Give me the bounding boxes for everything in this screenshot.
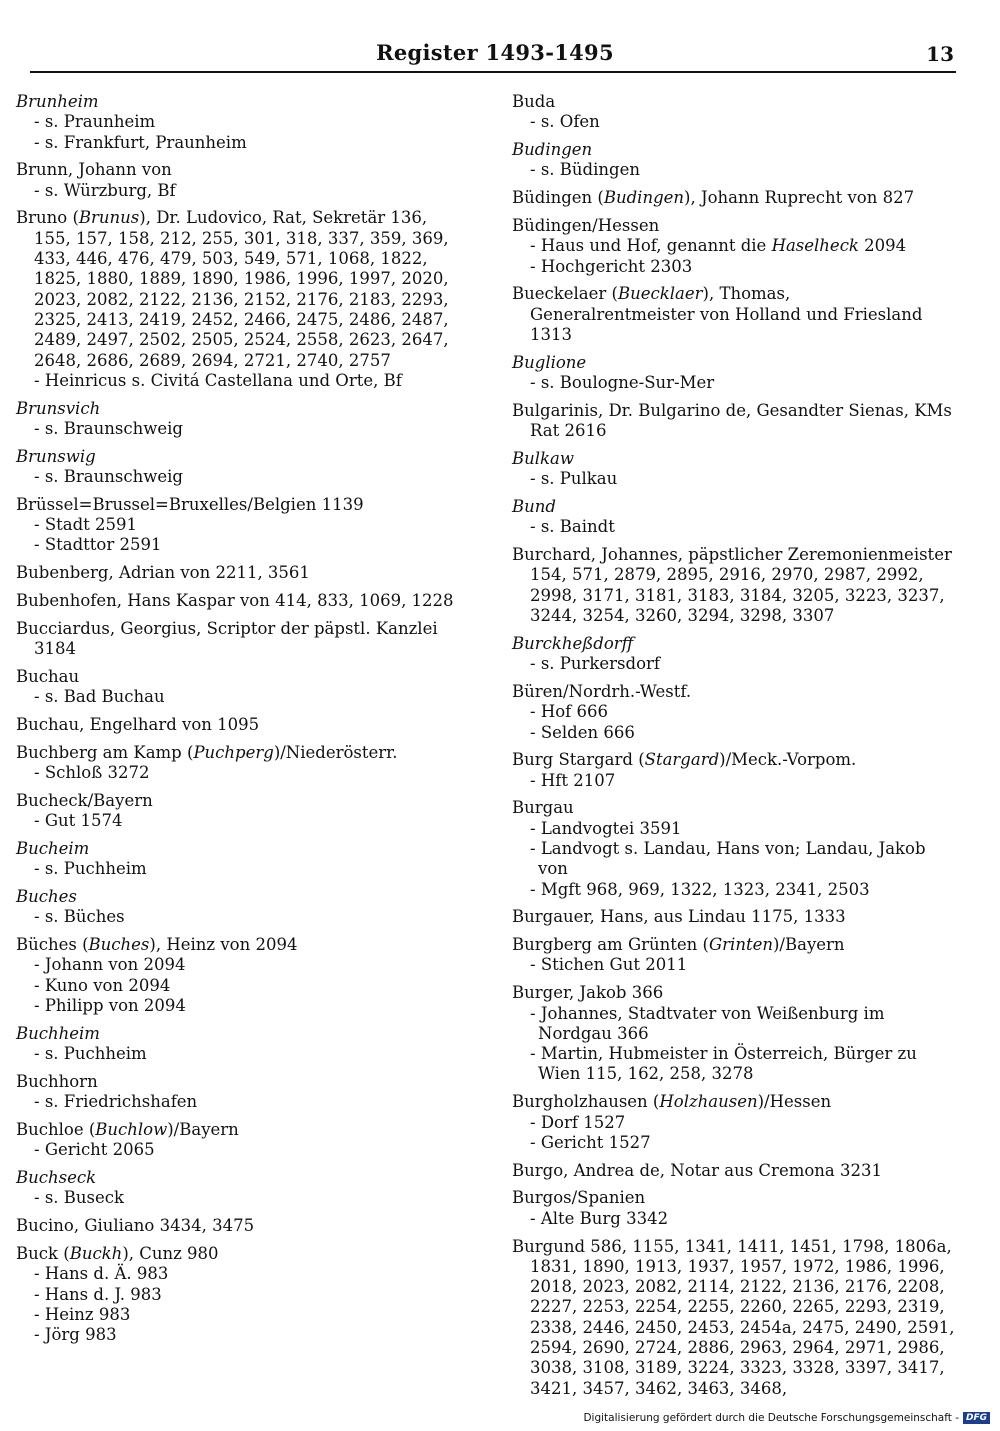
entry-subentry: - s. Braunschweig xyxy=(24,419,456,439)
entry-subentry: - s. Büdingen xyxy=(520,160,958,180)
entry-subentry: - Hof 666 xyxy=(520,702,958,722)
entry-heading xyxy=(16,791,456,811)
entry-subentry: - Stadt 2591 xyxy=(24,515,456,535)
entry-heading-text: Grinten xyxy=(708,935,773,955)
index-entry xyxy=(512,1161,958,1181)
entry-heading xyxy=(16,160,456,180)
footer xyxy=(583,1412,990,1424)
entry-heading-text: Bucheim xyxy=(16,839,90,858)
index-entry xyxy=(16,1024,456,1065)
entry-heading-text: Burgo, Andrea de, Notar aus Cremona 3231 xyxy=(512,1160,882,1180)
entry-heading xyxy=(512,983,958,1003)
entry-subentry: - Schloß 3272 xyxy=(24,763,456,783)
entry-heading-text: )/Niederösterr. xyxy=(273,742,398,762)
entry-heading-text: Bubenberg, Adrian von 2211, 3561 xyxy=(16,563,310,583)
entry-heading-text: )/Hessen xyxy=(757,1092,832,1112)
entry-heading-text: Stargard xyxy=(644,750,720,770)
index-entry xyxy=(16,1216,456,1236)
entry-heading xyxy=(16,619,456,660)
index-entry xyxy=(16,667,456,708)
entry-heading-text: Buchlow xyxy=(95,1120,168,1140)
entry-heading xyxy=(16,887,456,907)
entry-subentry: - s. Frankfurt, Praunheim xyxy=(24,133,456,153)
entry-heading xyxy=(16,667,456,687)
entry-heading-text: Budingen xyxy=(603,188,685,208)
entry-heading-text: Bucciardus, Georgius, Scriptor der päpstl. Kanzlei 3184 xyxy=(16,618,438,659)
entry-heading-text: Buchberg am Kamp ( xyxy=(16,742,194,762)
entry-heading-text: Buchau xyxy=(16,666,80,686)
entry-subentry: - s. Puchheim xyxy=(24,859,456,879)
index-entry xyxy=(16,1244,456,1345)
index-entry xyxy=(512,1188,958,1229)
entry-heading xyxy=(16,447,456,467)
index-entry xyxy=(512,682,958,743)
index-entry xyxy=(16,160,456,201)
entry-subentry: - Selden 666 xyxy=(520,723,958,743)
entry-subentry: - Stadttor 2591 xyxy=(24,535,456,555)
entry-heading-text: Bund xyxy=(512,497,556,517)
entry-subentry: - s. Braunschweig xyxy=(24,467,456,487)
entry-heading-text: Burgauer, Hans, aus Lindau 1175, 1333 xyxy=(512,907,846,927)
entry-heading-text: Buchloe ( xyxy=(16,1120,96,1140)
index-entry xyxy=(512,353,958,394)
entry-heading-text: Burgberg am Grünten ( xyxy=(512,935,709,955)
entry-heading-text: Buchhorn xyxy=(16,1071,98,1091)
entry-heading-text: Burckheßdorff xyxy=(512,633,634,653)
page-number: 13 xyxy=(926,42,954,66)
entry-heading xyxy=(16,1024,456,1044)
entry-heading xyxy=(512,1237,958,1399)
entry-heading xyxy=(512,140,958,160)
entry-heading xyxy=(16,715,456,735)
entry-heading-text: Büren/Nordrh.-Westf. xyxy=(512,681,692,701)
entry-heading-text: Bubenhofen, Hans Kaspar von 414, 833, 1069, 1228 xyxy=(16,591,454,611)
entry-subentry: - Dorf 1527 xyxy=(520,1113,958,1133)
index-entry xyxy=(16,743,456,784)
entry-subentry: - Jörg 983 xyxy=(24,1325,456,1345)
entry-heading xyxy=(16,563,456,583)
index-entry xyxy=(512,907,958,927)
index-entry xyxy=(16,715,456,735)
right-column xyxy=(512,92,958,1406)
entry-heading-text: Burgos/Spanien xyxy=(512,1188,646,1208)
index-entry xyxy=(16,1072,456,1113)
entry-heading-text: )/Meck.-Vorpom. xyxy=(719,750,857,770)
entry-heading xyxy=(16,208,456,370)
index-entry xyxy=(16,887,456,928)
entry-heading-text: Bucino, Giuliano 3434, 3475 xyxy=(16,1216,255,1236)
entry-heading-text: Bucheck/Bayern xyxy=(16,790,153,810)
entry-heading-text: Büdingen/Hessen xyxy=(512,215,660,235)
entry-heading-text: Buchseck xyxy=(16,1168,97,1188)
entry-subentry: - s. Friedrichshafen xyxy=(24,1092,456,1112)
entry-subentry: - s. Praunheim xyxy=(24,112,456,132)
entry-subentry: - Kuno von 2094 xyxy=(24,976,456,996)
entry-heading xyxy=(512,353,958,373)
entry-subentry: - s. Ofen xyxy=(520,112,958,132)
page-header xyxy=(0,40,1000,70)
index-entry xyxy=(16,563,456,583)
index-entry xyxy=(512,216,958,277)
entry-heading-text: Burchard, Johannes, päpstlicher Zeremonienmeister 154, 571, 2879, 2895, 2916, 2970, 2987, 2992, 2998, 3171, 3181, 3183, 3184, 3205, 3223, 3237, 3244, 3254, 3260, 3294, 3298, 3307 xyxy=(512,545,952,626)
index-entry xyxy=(16,591,456,611)
entry-heading xyxy=(16,92,456,112)
index-entry xyxy=(512,401,958,442)
index-entry xyxy=(512,545,958,626)
entry-heading xyxy=(512,216,958,236)
entry-subentry: - Alte Burg 3342 xyxy=(520,1209,958,1229)
entry-heading-text: )/Bayern xyxy=(167,1120,239,1140)
entry-heading xyxy=(16,1072,456,1092)
entry-heading xyxy=(16,935,456,955)
entry-heading-text: Buchheim xyxy=(16,1023,100,1043)
entry-subentry: - Mgft 968, 969, 1322, 1323, 2341, 2503 xyxy=(520,880,958,900)
entry-heading xyxy=(512,750,958,770)
entry-subentry: - Philipp von 2094 xyxy=(24,996,456,1016)
index-entry xyxy=(512,634,958,675)
dfg-logo-icon: DFG xyxy=(963,1412,990,1424)
entry-heading-text: Buckh xyxy=(69,1244,123,1264)
index-entry xyxy=(512,1237,958,1399)
entry-heading-text: Bulgarinis, Dr. Bulgarino de, Gesandter Sienas, KMs Rat 2616 xyxy=(512,400,952,441)
entry-heading xyxy=(512,92,958,112)
entry-subentry: - Gericht 2065 xyxy=(24,1140,456,1160)
entry-heading-text: Burgau xyxy=(512,798,574,818)
entry-heading-text: Brunsvich xyxy=(16,398,101,418)
index-entry xyxy=(512,497,958,538)
index-entry xyxy=(16,1120,456,1161)
index-entry xyxy=(16,92,456,153)
entry-heading xyxy=(512,1188,958,1208)
entry-heading-text: Burg Stargard ( xyxy=(512,750,645,770)
entry-heading xyxy=(512,497,958,517)
entry-subentry: - s. Buseck xyxy=(24,1188,456,1208)
index-entry xyxy=(512,983,958,1084)
entry-heading-text: Buches xyxy=(16,887,77,907)
entry-subentry: - Stichen Gut 2011 xyxy=(520,955,958,975)
index-entry xyxy=(512,449,958,490)
entry-heading-text: Holzhausen xyxy=(659,1092,758,1112)
entry-heading xyxy=(512,1092,958,1112)
index-entry xyxy=(16,935,456,1016)
entry-heading xyxy=(512,798,958,818)
entry-subentry: - Hochgericht 2303 xyxy=(520,257,958,277)
entry-heading xyxy=(512,1161,958,1181)
entry-heading xyxy=(512,634,958,654)
index-entry xyxy=(16,399,456,440)
index-entry xyxy=(16,208,456,391)
entry-heading-text: )/Bayern xyxy=(772,935,845,955)
entry-subentry: - Landvogtei 3591 xyxy=(520,819,958,839)
entry-heading xyxy=(512,545,958,626)
entry-subentry: - Heinricus s. Civitá Castellana und Orte, Bf xyxy=(24,371,456,391)
entry-heading-text: Büdingen ( xyxy=(512,188,604,208)
entry-heading-text: Buecklaer xyxy=(617,284,703,304)
index-entry xyxy=(512,140,958,181)
entry-subentry: - s. Puchheim xyxy=(24,1044,456,1064)
entry-subentry: - Landvogt s. Landau, Hans von; Landau, Jakob von xyxy=(520,839,958,880)
entry-heading-text: Buches xyxy=(88,935,150,955)
entry-heading xyxy=(512,449,958,469)
entry-heading-text: Burgund 586, 1155, 1341, 1411, 1451, 1798, 1806a, 1831, 1890, 1913, 1937, 1957, 1972, 1986, 1996, 2018, 2023, 2082, 2114, 2122, 2136, 2176, 2208, 2227, 2253, 2254, 2255, 2260, 2265, 2293, 2319, 2338, 2446, 2450, 2453, 2454a, 2475, 2490, 2591, 2594, 2690, 2724, 2886, 2963, 2964, 2971, 2986, 3038, 3108, 3189, 3224, 3323, 3328, 3397, 3417, 3421, 3457, 3462, 3463, 3468, xyxy=(512,1236,955,1398)
entry-heading-text: Burgholzhausen ( xyxy=(512,1092,660,1112)
entry-subentry: - Gut 1574 xyxy=(24,811,456,831)
entry-heading xyxy=(16,743,456,763)
entry-heading-text: Bueckelaer ( xyxy=(512,284,618,304)
entry-heading-text: Brunn, Johann von xyxy=(16,160,172,180)
entry-heading-text: Budingen xyxy=(512,140,593,160)
entry-heading-text: ), Dr. Ludovico, Rat, Sekretär 136, 155, 157, 158, 212, 255, 301, 318, 337, 359, 369, 433, 446, 476, 479, 503, 549, 571, 1068, 1822, 1825, 1880, 1889, 1890, 1986, 1996, 1997, 2020, 2023, 2082, 2122, 2136, 2152, 2176, 2183, 2293, 2325, 2413, 2419, 2452, 2466, 2475, 2486, 2487, 2489, 2497, 2502, 2505, 2524, 2558, 2623, 2647, 2648, 2686, 2689, 2694, 2721, 2740, 2757 xyxy=(34,208,449,370)
entry-subentry: - Heinz 983 xyxy=(24,1305,456,1325)
entry-heading xyxy=(16,1168,456,1188)
entry-heading-text: ), Johann Ruprecht von 827 xyxy=(684,188,915,208)
entry-heading-text: Brüssel=Brussel=Bruxelles/Belgien 1139 xyxy=(16,494,364,514)
entry-heading xyxy=(512,935,958,955)
index-entry xyxy=(512,750,958,791)
index-entry xyxy=(16,447,456,488)
entry-heading xyxy=(512,682,958,702)
index-entry xyxy=(512,92,958,133)
entry-heading xyxy=(16,1216,456,1236)
entry-subentry: - Hft 2107 xyxy=(520,771,958,791)
entry-subentry: - Haus und Hof, genannt die Haselheck 2094 xyxy=(520,236,958,256)
index-entry xyxy=(16,839,456,880)
index-entry xyxy=(16,619,456,660)
entry-heading xyxy=(16,1120,456,1140)
index-entry xyxy=(16,1168,456,1209)
entry-heading-text: ), Cunz 980 xyxy=(122,1244,219,1264)
entry-heading xyxy=(512,284,958,345)
entry-subentry: - Johannes, Stadtvater von Weißenburg im Nordgau 366 xyxy=(520,1004,958,1045)
entry-heading-text: Bruno ( xyxy=(16,208,79,228)
entry-heading-text: Buchau, Engelhard von 1095 xyxy=(16,715,260,735)
entry-heading-text: Brunswig xyxy=(16,446,96,466)
entry-subentry: - s. Purkersdorf xyxy=(520,654,958,674)
entry-heading xyxy=(16,399,456,419)
entry-heading-text: ), Thomas, Generalrentmeister von Holland und Friesland 1313 xyxy=(530,284,923,344)
entry-subentry: - s. Büches xyxy=(24,907,456,927)
entry-heading-text: Brunheim xyxy=(16,92,99,111)
entry-subentry: - s. Pulkau xyxy=(520,469,958,489)
index-entry xyxy=(512,798,958,899)
entry-heading-text: Buck ( xyxy=(16,1244,70,1264)
footer-text: Digitalisierung gefördert durch die Deutsche Forschungsgemeinschaft - xyxy=(583,1412,959,1424)
entry-heading-text: Bulkaw xyxy=(512,448,574,468)
index-entry xyxy=(512,188,958,208)
index-entry xyxy=(512,284,958,345)
running-title: Register 1493-1495 xyxy=(376,40,614,65)
index-entry xyxy=(16,495,456,556)
entry-heading-text: Büches ( xyxy=(16,935,89,955)
entry-heading xyxy=(512,907,958,927)
index-entry xyxy=(16,791,456,832)
entry-heading-text: Buda xyxy=(512,92,556,111)
entry-heading-text: ), Heinz von 2094 xyxy=(149,935,298,955)
left-column xyxy=(16,92,456,1353)
entry-subentry: - Hans d. J. 983 xyxy=(24,1285,456,1305)
entry-heading xyxy=(16,839,456,859)
entry-subentry: - Hans d. Ä. 983 xyxy=(24,1264,456,1284)
entry-heading-text: Buglione xyxy=(512,352,587,372)
entry-subentry: - s. Baindt xyxy=(520,517,958,537)
entry-heading-text: Burger, Jakob 366 xyxy=(512,983,664,1003)
entry-heading xyxy=(16,1244,456,1264)
entry-subentry: - Gericht 1527 xyxy=(520,1133,958,1153)
entry-heading xyxy=(16,591,456,611)
index-entry xyxy=(512,1092,958,1153)
header-rule xyxy=(30,71,956,73)
entry-subentry: - s. Boulogne-Sur-Mer xyxy=(520,373,958,393)
entry-subentry: - s. Bad Buchau xyxy=(24,687,456,707)
index-entry xyxy=(512,935,958,976)
entry-heading-text: Brunus xyxy=(78,208,140,228)
entry-subentry: - s. Würzburg, Bf xyxy=(24,181,456,201)
entry-heading xyxy=(512,401,958,442)
entry-subentry: - Martin, Hubmeister in Österreich, Bürger zu Wien 115, 162, 258, 3278 xyxy=(520,1044,958,1085)
entry-heading xyxy=(16,495,456,515)
entry-heading-text: Puchperg xyxy=(193,742,274,762)
entry-subentry: - Johann von 2094 xyxy=(24,955,456,975)
entry-heading xyxy=(512,188,958,208)
